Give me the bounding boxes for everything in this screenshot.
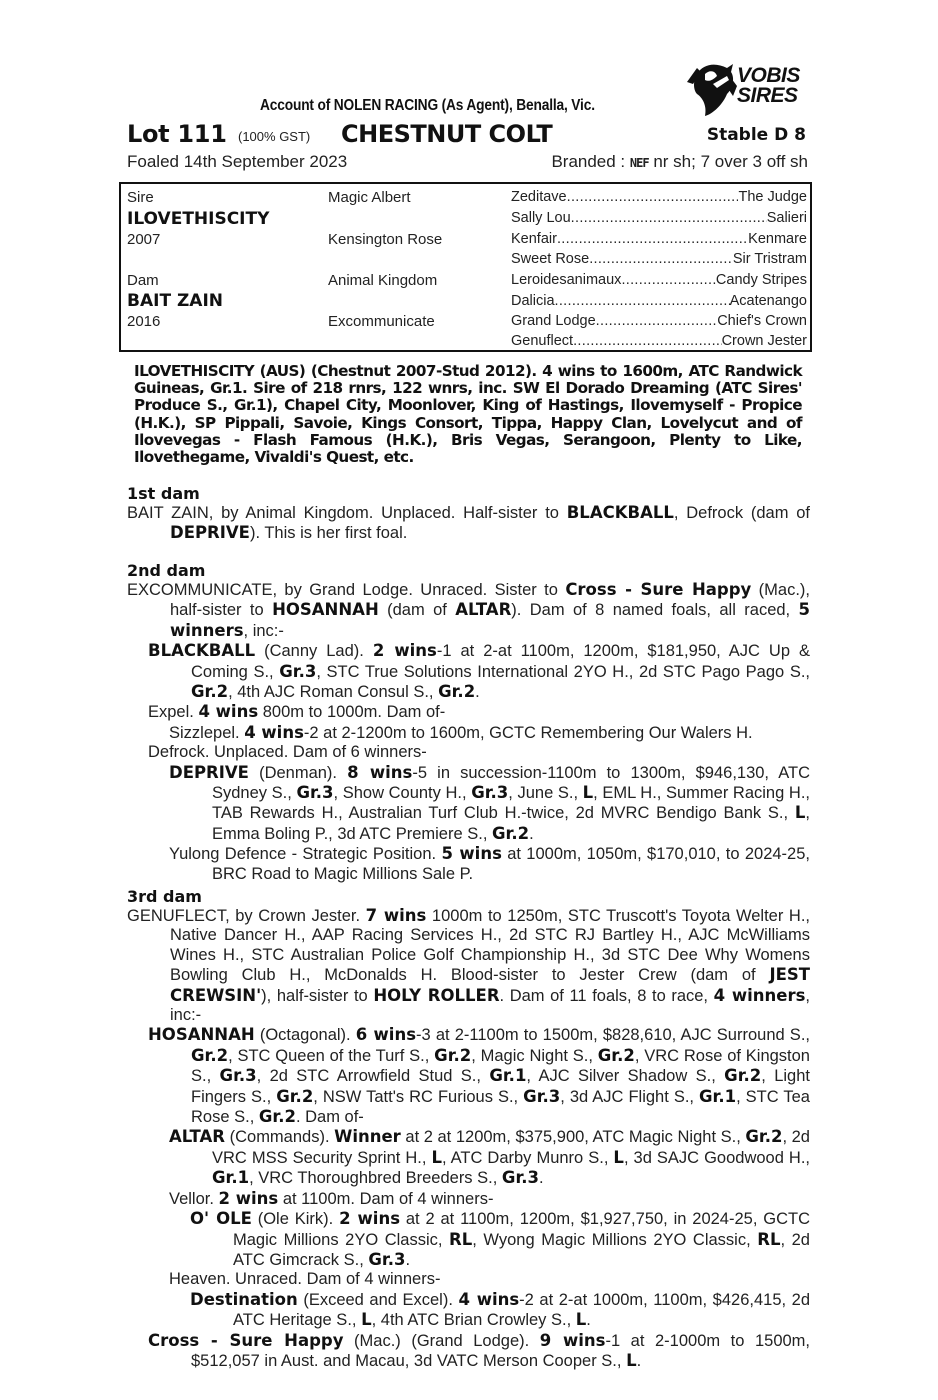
progeny-cross-sure-happy: Cross - Sure Happy (Mac.) (Grand Lodge). 9 wins-1 at 2-1000m to 1500m, $512,057 in Aust. and Macau, 3d VATC Merson Cooper S., L. [148, 1330, 811, 1370]
grandparent-row: Dalicia ..... Acatenango [511, 293, 807, 309]
progeny-defrock: Defrock. Unplaced. Dam of 6 winners- [148, 743, 427, 762]
pedigree-table [119, 182, 812, 352]
dam-name: BAIT ZAIN [127, 291, 223, 311]
grandparent-row: Grand Lodge ..... Chief's Crown [511, 313, 807, 329]
stable-location: Stable D 8 [706, 125, 806, 145]
progeny-yulong-defence: Yulong Defence - Strategic Position. 5 wins at 1000m, 1050m, $170,010, to 2024-25, BRC Road to Magic Millions Sale P. [169, 844, 810, 883]
progeny-vellor: Vellor. 2 wins at 1100m. Dam of 4 winners- [169, 1188, 494, 1208]
first-dam-heading: 1st dam [127, 484, 200, 503]
branded-label: Branded : [551, 152, 626, 171]
progeny-hosannah: HOSANNAH (Octagonal). 6 wins-3 at 2-1100m to 1500m, $828,610, AJC Surround S., Gr.2, STC Queen of the Turf S., Gr.2, Magic Night S., Gr.2, VRC Rose of Kingston S., Gr.3, 2d STC Arrowfield Stud S., Gr.1, AJC Silver Shadow S., Gr.2, Light Fingers S., Gr.2, NSW Tatt's RC Furious S., Gr.3, 3d AJC Flight S., Gr.1, STC Tea Rose S., Gr.2. Dam of- [148, 1025, 810, 1127]
branded-details: nr sh; 7 over 3 off sh [653, 152, 808, 171]
grandparent-row: Sally Lou ..... Salieri [511, 210, 807, 226]
dam-label: Dam [127, 272, 159, 289]
second-dam-section [127, 561, 810, 884]
progeny-altar: ALTAR (Commands). Winner at 2 at 1200m, $375,900, ATC Magic Night S., Gr.2, 2d VRC MSS Security Sprint H., L, ATC Darby Munro S., L, 3d SAJC Goodwood H., Gr.1, VRC Thoroughbred Breeders S., Gr.3. [169, 1127, 810, 1188]
brand-mark: NEF [629, 156, 649, 170]
first-dam-text: BAIT ZAIN, by Animal Kingdom. Unplaced. Half-sister to BLACKBALL, Defrock (dam of DEPRIVE). This is her first foal. [127, 503, 810, 543]
gst-note: (100% GST) [238, 129, 311, 144]
sire-year: 2007 [127, 231, 161, 248]
vobis-sires-logo [683, 60, 823, 118]
second-dam-intro: EXCOMMUNICATE, by Grand Lodge. Unraced. Sister to Cross - Sure Happy (Mac.), half-sister to HOSANNAH (dam of ALTAR). Dam of 8 named foals, all raced, 5 winners, inc:- [127, 580, 811, 640]
lot-header [127, 120, 810, 152]
progeny-heaven: Heaven. Unraced. Dam of 4 winners- [169, 1270, 441, 1289]
progeny-o-ole: O' OLE (Ole Kirk). 2 wins at 2 at 1100m, 1200m, $1,927,750, in 2024-25, GCTC Magic Millions 2YO Classic, RL, Wyong Magic Millions 2YO Classic, RL, 2d ATC Gimcrack S., Gr.3. [190, 1209, 810, 1269]
grandparent-row: Genuflect ..... Crown Jester [511, 333, 807, 349]
progeny-expel: Expel. 4 wins 800m to 1000m. Dam of- [148, 702, 446, 722]
third-dam-section [127, 887, 810, 1371]
vendor-account: Account of NOLEN RACING (As Agent), Benalla, Vic. [260, 97, 595, 114]
jockey-horse-logo-icon [683, 60, 739, 118]
sire-label: Sire [127, 189, 154, 206]
first-dam-section [127, 484, 810, 544]
sire-dam: Kensington Rose [328, 231, 443, 248]
dam-sire: Animal Kingdom [328, 272, 438, 289]
third-dam-heading: 3rd dam [127, 887, 202, 906]
grandparent-row: Kenfair ..... Kenmare [511, 231, 807, 247]
grandparent-row: Leroidesanimaux ..... Candy Stripes [511, 272, 807, 288]
progeny-blackball: BLACKBALL (Canny Lad). 2 wins-1 at 2-at 1100m, 1200m, $181,950, AJC Up & Coming S., Gr.3, STC True Solutions International 2YO H., 2d STC Pago Pago S., Gr.2, 4th AJC Roman Consul S., Gr.2. [148, 641, 810, 702]
third-dam-intro: GENUFLECT, by Crown Jester. 7 wins 1000m to 1250m, STC Truscott's Toyota Welter H., Native Dancer H., AAP Racing Services H., 2d STC RJ Bartley H., AJC McWilliams Wines H., STC Australian Police Golf Championship H., 3d STC Dee Why Womens Bowling Club H., McDonalds H. Blood-sister to Jester Crew (dam of JEST CREWSIN'), half-sister to HOLY ROLLER. Dam of 11 foals, 8 to race, 4 winners, inc:- [127, 906, 811, 1025]
logo-text: VOBIS SIRES [737, 64, 800, 107]
progeny-sizzlepel: Sizzlepel. 4 wins-2 at 2-1200m to 1600m, GCTC Remembering Our Walers H. [169, 722, 753, 742]
grandparent-row: Sweet Rose ..... Sir Tristram [511, 251, 807, 267]
progeny-deprive: DEPRIVE (Denman). 8 wins-5 in succession-1100m to 1300m, $946,130, ATC Sydney S., Gr.3, Show County H., Gr.3, June S., L, EML H., Summer Racing H., TAB Rewards H., Australian Turf Club H.-twice, 2d MVRC Bendigo Bank S., L, Emma Boling P., 3d ATC Premiere S., Gr.2. [169, 762, 810, 843]
progeny-destination: Destination (Exceed and Excel). 4 wins-2 at 2-at 1000m, 1100m, $426,415, 2d ATC Heritage S., L, 4th ATC Brian Crowley S., L. [190, 1289, 810, 1330]
sire-sire: Magic Albert [328, 189, 411, 206]
dam-dam: Excommunicate [328, 313, 435, 330]
foaled-date: Foaled 14th September 2023 [127, 152, 348, 171]
brand-description [551, 152, 808, 172]
grandparent-row: Zeditave ..... The Judge [511, 189, 807, 205]
lot-number: Lot 111 [127, 120, 227, 148]
second-dam-heading: 2nd dam [127, 561, 206, 580]
dam-year: 2016 [127, 313, 161, 330]
lot-description: CHESTNUT COLT [341, 120, 553, 148]
sire-name: ILOVETHISCITY [127, 209, 270, 229]
sire-summary: ILOVETHISCITY (AUS) (Chestnut 2007-Stud 2012). 4 wins to 1600m, ATC Randwick Guineas, Gr.1. Sire of 218 rnrs, 122 wnrs, inc. SW El Dorado Dreaming (ATC Sires' Produce S., Gr.1), Chapel City, Moonlover, King of Hastings, Ilovemyself - Propice (H.K.), SP Pippali, Savoie, Kings Consort, Tippa, Happy Clan, Lovelycut and of Ilovevegas - Flash Famous (H.K.), Bris Vegas, Serangoon, Plenty to Like, Ilovethegame, Vivaldi's Quest, etc. [134, 362, 802, 467]
